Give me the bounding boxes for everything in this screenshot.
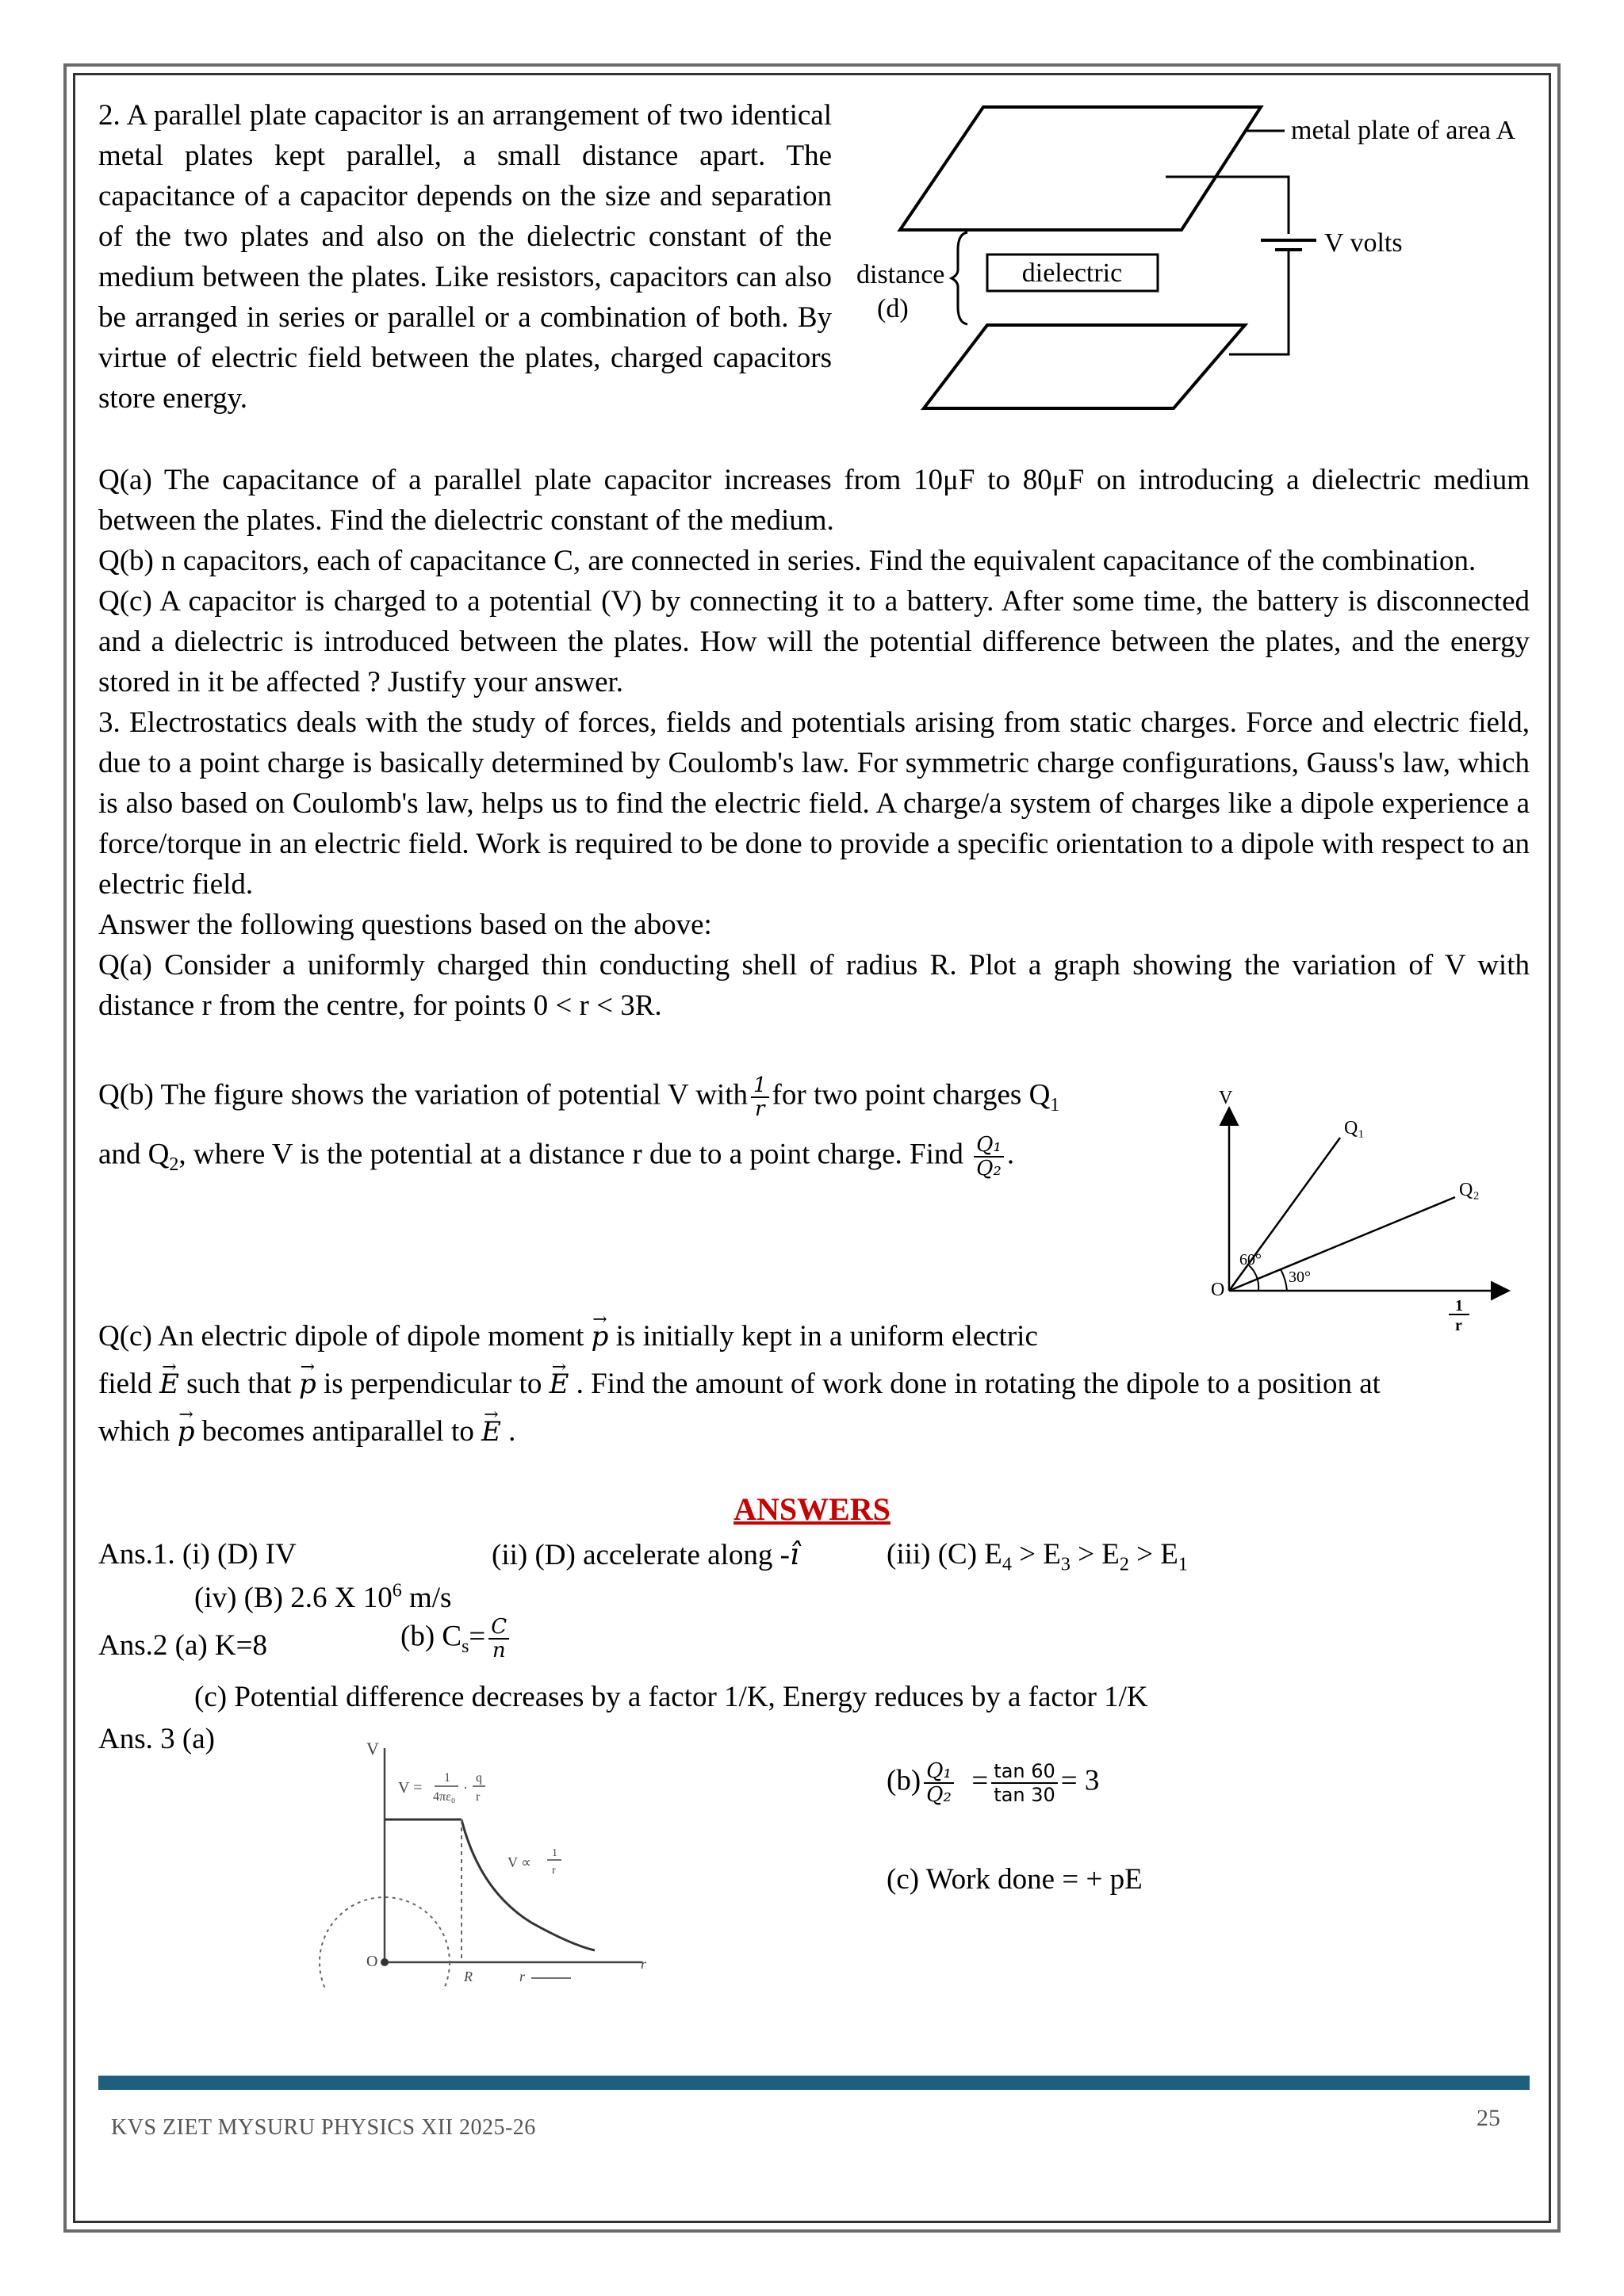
svg-text:O: O [366, 1953, 378, 1970]
footer-text: KVS ZIET MYSURU PHYSICS XII 2025-26 [111, 2115, 536, 2140]
ans1-iii: (iii) (C) $E_4 > E_3 > E_2 > E_1$ [887, 1538, 1188, 1575]
answers-heading: ANSWERS [733, 1491, 891, 1527]
svg-text:r: r [476, 1790, 481, 1804]
page-number: 25 [1477, 2105, 1500, 2131]
q3-question-b-line1: Q(b) The figure shows the variation of potential V with $\frac{1}{r}$ for two point charges $Q_1$ [98, 1073, 1060, 1121]
ans2-b: (b) $C_s=$ $\frac{C}{n}$ [400, 1616, 512, 1662]
dielectric-label: dielectric [1021, 258, 1123, 288]
ans1-iv: (iv) (B) 2.6 X $10^6$ m/s [194, 1580, 452, 1614]
svg-text:4πε₀: 4πε₀ [433, 1790, 456, 1804]
distance-brace [952, 232, 967, 324]
voltage-label: V volts [1324, 228, 1403, 258]
q2-question-a: Q(a) The capacitance of a parallel plate capacitor increases from 10μF to 80μF on introducing a dielectric medium between the plates. Find the dielectric constant of the medium. [98, 464, 1530, 537]
graph-y-label: V [1219, 1088, 1233, 1108]
q3-question-c-line3: which → p becomes antiparallel to → E . [98, 1411, 515, 1452]
graph-angle-60: 60° [1239, 1251, 1262, 1269]
one-over-r-fraction: $\frac{1}{r}$ [751, 1074, 769, 1120]
shell-potential-graph [309, 1732, 658, 1990]
ans3-b: (b) $\frac{\text{Q₁}}{\text{Q₂}}$ = $\frac{\tan 60}{\tan 30}$ = 3 [887, 1759, 1100, 1807]
ans1-i: Ans.1. (i) (D) IV [98, 1538, 297, 1571]
ans1-ii: (ii) (D) accelerate along -ı̂ [492, 1537, 799, 1571]
svg-text:V =: V = [398, 1779, 423, 1797]
svg-text:r: r [519, 1969, 526, 1984]
graph-angle-30: 30° [1289, 1269, 1311, 1286]
svg-text:r: r [641, 1956, 647, 1972]
svg-text:R: R [464, 1969, 473, 1984]
ans2-a: Ans.2 (a) K=8 [98, 1629, 268, 1662]
svg-text:1: 1 [444, 1771, 450, 1785]
footer-bar [98, 2076, 1530, 2090]
graph-x-num: 1 [1455, 1297, 1463, 1314]
svg-text:V: V [366, 1739, 379, 1758]
q2-intro: 2. A parallel plate capacitor is an arrangement of two identical metal plates kept parallel, a small distance apart. The capacitance of a capacitor depends on the size and separation of the two plates and also on the dielectric constant of the medium between the plates. Like resistors, capacitors can also be arranged in series or parallel or a combination of both. By virtue of electric field between the plates, charged capacitors store energy. [98, 99, 832, 415]
q3-question-a: Q(a) Consider a uniformly charged thin conducting shell of radius R. Plot a graph showing the variation of V with distance r from the centre, for points 0 < r < 3R. [98, 949, 1530, 1022]
svg-text:1: 1 [552, 1847, 557, 1859]
q2-question-b: Q(b) n capacitors, each of capacitance C, are connected in series. Find the equivalent capacitance of the combination. [98, 545, 1477, 577]
svg-text:V ∝: V ∝ [508, 1854, 532, 1870]
graph-origin: O [1211, 1280, 1225, 1300]
top-plate [900, 107, 1261, 230]
graph-q2-label: Q₂ [1459, 1180, 1480, 1200]
graph-x-den: r [1455, 1317, 1462, 1334]
q2-question-c: Q(c) A capacitor is charged to a potential (V) by connecting it to a battery. After some time, the battery is disconnected and a dielectric is introduced between the plates. How will the potential difference between the plates, and the energy stored in it be affected ? Justify your answer. [98, 585, 1530, 698]
q3-question-c-line2: field → E such that → p is perpendicular to → E . Find the amount of work done in rotating the dipole to a position at [98, 1364, 1381, 1405]
ans3-label: Ans. 3 (a) [98, 1723, 215, 1755]
graph-q1-label: Q₁ [1344, 1118, 1365, 1138]
svg-text:q: q [476, 1771, 482, 1785]
svg-text:·: · [463, 1780, 468, 1796]
main-body [98, 460, 1530, 1026]
q3-instruction: Answer the following questions based on the above: [98, 909, 712, 941]
distance-symbol: (d) [877, 294, 909, 323]
ans3-c: (c) Work done = + pE [887, 1863, 1143, 1896]
svg-text:r: r [552, 1865, 556, 1877]
bottom-plate [924, 325, 1245, 408]
q3-question-c-line1: Q(c) An electric dipole of dipole moment → p is initially kept in a uniform electric [98, 1316, 1038, 1357]
capacitor-diagram [848, 91, 1546, 424]
distance-label: distance [856, 260, 945, 289]
q3-intro: 3. Electrostatics deals with the study of forces, fields and potentials arising from static charges. Force and electric field, due to a point charge is basically determined by Coulomb's law. For symmetric charge configurations, Gauss's law, which is also based on Coulomb's law, helps us to find the electric field. A charge/a system of charges like a dipole experience a force/torque in an electric field. Work is required to be done to provide a specific orientation to a dipole with respect to an electric field. [98, 706, 1530, 901]
q1-over-q2-fraction: $\frac{\text{Q₁}}{\text{Q₂}}$ [974, 1134, 1004, 1180]
q3-question-b-line2: and $Q_2$, where V is the potential at a distance r due to a point charge. Find $\frac{\text{Q₁}}{\text{Q₂}}$ . [98, 1133, 1015, 1181]
plate-label: metal plate of area A [1291, 116, 1516, 145]
potential-graph [1193, 1078, 1526, 1340]
ans2-c: (c) Potential difference decreases by a factor 1/K, Energy reduces by a factor 1/K [194, 1681, 1148, 1713]
